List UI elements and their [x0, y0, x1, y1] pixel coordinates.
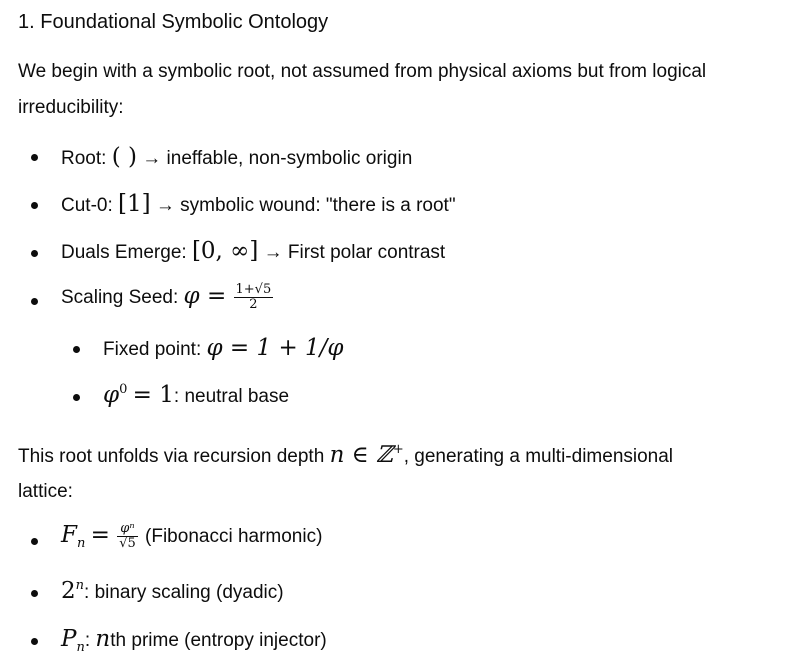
bullet-dot — [31, 250, 38, 257]
para-math: n ∈ ℤ — [329, 442, 393, 468]
list-item-prime — [61, 626, 327, 655]
fraction-numerator: 1+√5 — [235, 282, 272, 298]
item-text: → symbolic wound: "there is a root" — [155, 195, 456, 216]
item-math: F — [61, 522, 77, 548]
item-colon: : — [84, 630, 91, 651]
item-math: φ = — [183, 283, 227, 309]
item-math-sup: n — [75, 578, 85, 593]
list-item-binary — [61, 578, 284, 604]
para-math-sup: + — [392, 442, 404, 457]
section-heading: 1. Foundational Symbolic Ontology — [18, 11, 329, 33]
intro-line-1: We begin with a symbolic root, not assumed from physical axioms but from logical — [18, 61, 707, 82]
sub-item-neutral-base — [103, 382, 289, 408]
fraction-numerator: φⁿ — [117, 522, 138, 537]
item-math-rest: = 1 — [132, 382, 174, 408]
item-math: P — [61, 626, 77, 652]
item-math-eq: = — [90, 522, 110, 548]
item-math: φ — [103, 382, 120, 408]
list-item-cut0 — [61, 191, 456, 217]
para2-line-2: lattice: — [18, 481, 73, 502]
bullet-dot — [31, 298, 38, 305]
item-math: φ = 1 + 1/φ — [206, 335, 344, 361]
item-text: → ineffable, non-symbolic origin — [142, 148, 413, 169]
item-text: → First polar contrast — [263, 242, 446, 263]
item-text: : neutral base — [173, 386, 290, 407]
sub-item-fixed-point — [103, 335, 344, 361]
intro-line-2: irreducibility: — [18, 97, 124, 118]
item-text: th prime (entropy injector) — [110, 630, 327, 651]
fraction — [117, 522, 138, 551]
list-item-duals — [61, 238, 445, 264]
fraction — [234, 283, 274, 312]
bullet-dot — [31, 590, 38, 597]
item-label: Duals Emerge: — [61, 242, 187, 263]
item-math-n: n — [95, 626, 111, 652]
item-label: Cut-0: — [61, 195, 113, 216]
bullet-dot — [31, 538, 38, 545]
fraction-denominator: √5 — [119, 536, 136, 552]
item-label: Fixed point: — [103, 339, 202, 360]
fraction-denominator: 2 — [249, 297, 258, 313]
item-text: (Fibonacci harmonic) — [145, 526, 323, 547]
bullet-dot — [31, 154, 38, 161]
item-label: Root: — [61, 148, 107, 169]
list-item-fibonacci — [61, 522, 322, 551]
bullet-dot — [31, 638, 38, 645]
item-math: [0, ∞] — [191, 238, 259, 264]
para-text: This root unfolds via recursion depth — [18, 446, 325, 467]
bullet-dot — [31, 202, 38, 209]
item-label: Scaling Seed: — [61, 287, 179, 308]
item-math: [1] — [118, 191, 151, 217]
list-item-root — [61, 144, 412, 170]
item-math-sub: n — [76, 640, 85, 655]
list-item-scaling-seed — [61, 283, 275, 312]
item-math: 2 — [61, 578, 76, 604]
item-math-sub: n — [76, 536, 86, 551]
item-math: ( ) — [111, 144, 137, 170]
para2-line-1 — [18, 442, 673, 468]
item-math-sup: 0 — [119, 382, 128, 397]
bullet-dot — [73, 394, 80, 401]
bullet-dot — [73, 346, 80, 353]
para-text: , generating a multi-dimensional — [403, 446, 674, 467]
item-text: : binary scaling (dyadic) — [84, 582, 284, 603]
